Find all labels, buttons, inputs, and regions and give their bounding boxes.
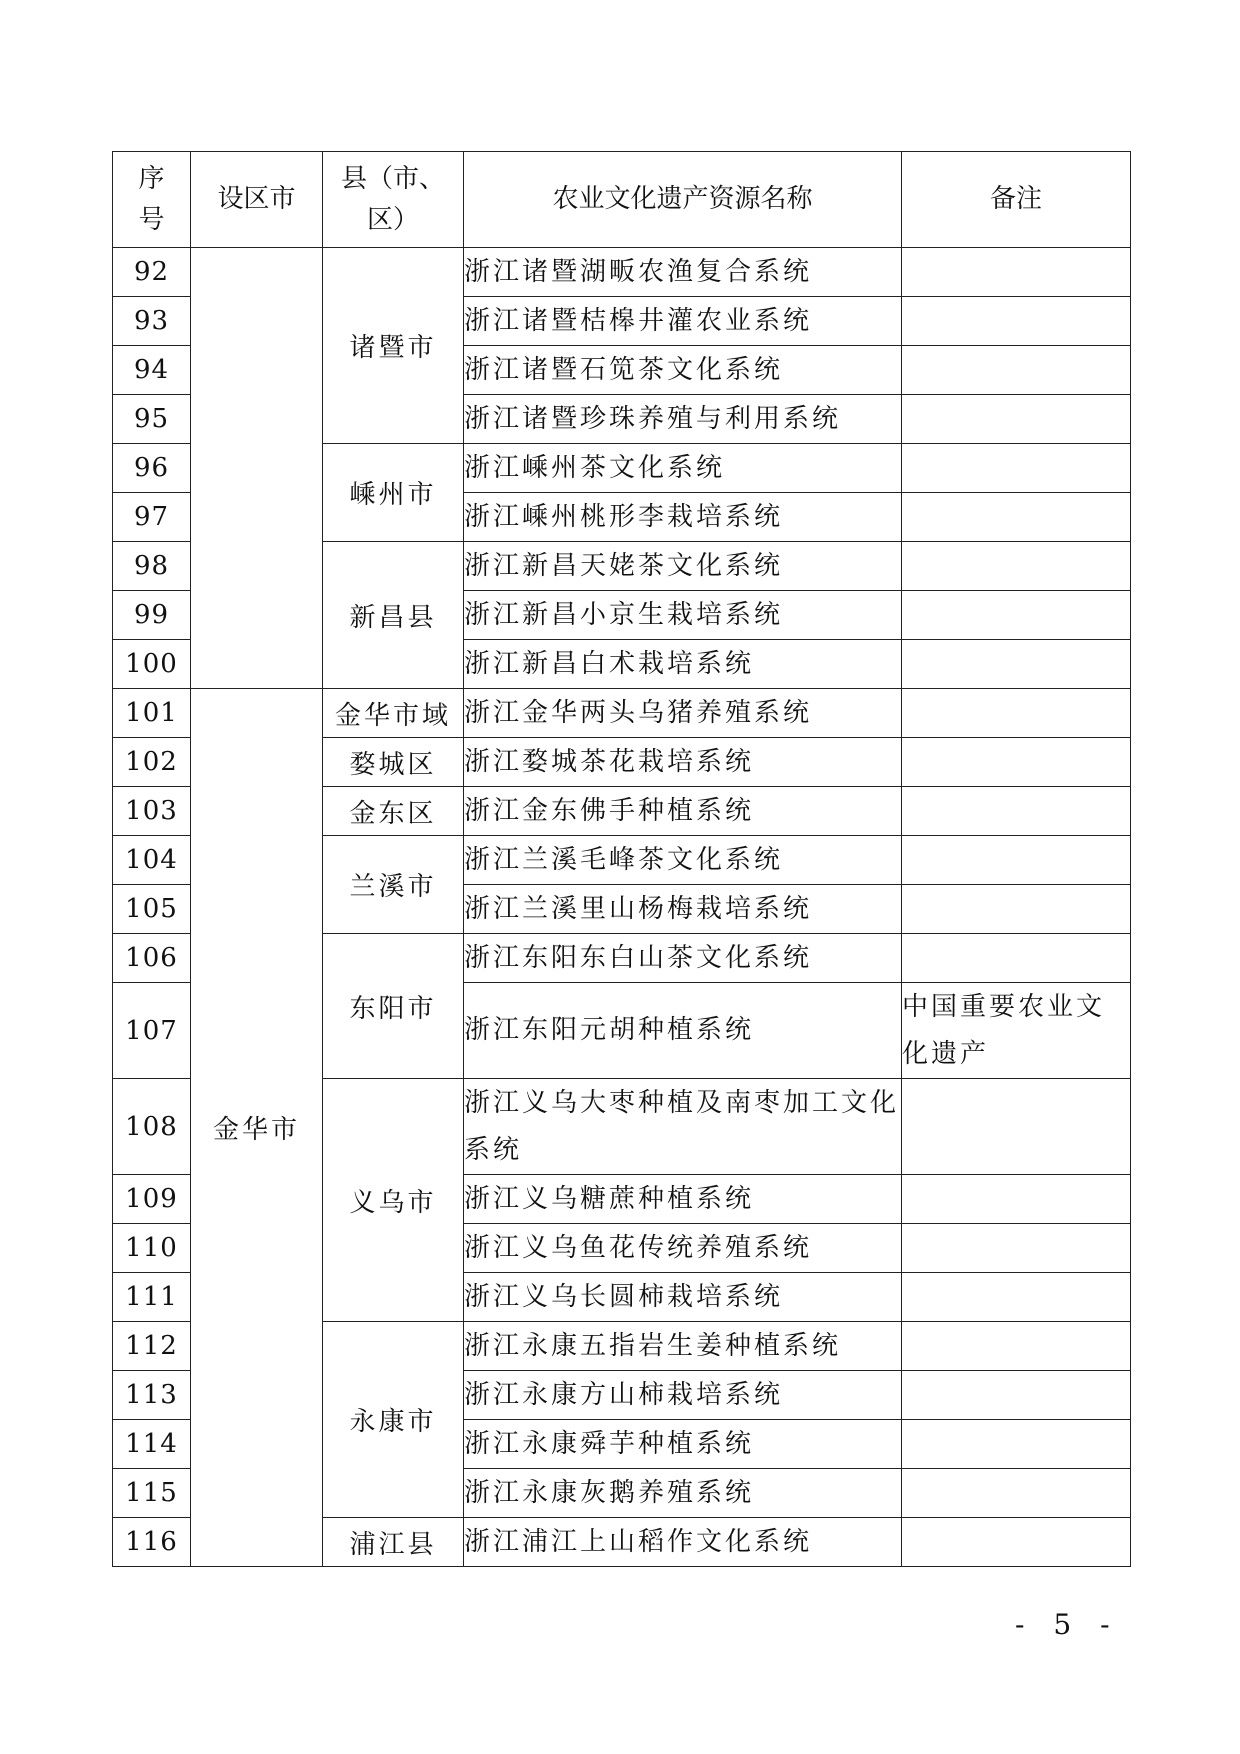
name-cell: 浙江义乌大枣种植及南枣加工文化系统 [464,1079,902,1175]
note-cell [902,1273,1131,1322]
seq-cell: 98 [113,542,191,591]
header-seq: 序号 [113,152,191,248]
note-cell [902,1518,1131,1567]
page-number: - 5 - [1015,1608,1120,1641]
county-cell: 东阳市 [323,934,464,1079]
note-cell [902,640,1131,689]
seq-cell: 105 [113,885,191,934]
seq-cell: 93 [113,297,191,346]
seq-cell: 92 [113,248,191,297]
county-cell: 义乌市 [323,1079,464,1322]
name-cell: 浙江永康方山柿栽培系统 [464,1371,902,1420]
name-cell: 浙江诸暨桔槔井灌农业系统 [464,297,902,346]
name-cell: 浙江永康灰鹅养殖系统 [464,1469,902,1518]
seq-cell: 114 [113,1420,191,1469]
name-cell: 浙江东阳元胡种植系统 [464,983,902,1079]
seq-cell: 102 [113,738,191,787]
county-cell: 诸暨市 [323,248,464,444]
seq-cell: 109 [113,1175,191,1224]
name-cell: 浙江义乌长圆柿栽培系统 [464,1273,902,1322]
name-cell: 浙江新昌小京生栽培系统 [464,591,902,640]
seq-cell: 95 [113,395,191,444]
note-cell [902,689,1131,738]
name-cell: 浙江永康五指岩生姜种植系统 [464,1322,902,1371]
header-note: 备注 [902,152,1131,248]
name-cell: 浙江兰溪毛峰茶文化系统 [464,836,902,885]
county-cell: 永康市 [323,1322,464,1518]
name-cell: 浙江诸暨湖畈农渔复合系统 [464,248,902,297]
county-cell: 婺城区 [323,738,464,787]
county-cell: 金华市域 [323,689,464,738]
name-cell: 浙江新昌白术栽培系统 [464,640,902,689]
note-cell [902,934,1131,983]
name-cell: 浙江浦江上山稻作文化系统 [464,1518,902,1567]
note-cell [902,1371,1131,1420]
county-cell: 浦江县 [323,1518,464,1567]
name-cell: 浙江永康舜芋种植系统 [464,1420,902,1469]
seq-cell: 110 [113,1224,191,1273]
seq-cell: 108 [113,1079,191,1175]
note-cell [902,297,1131,346]
table-row [113,248,1131,297]
note-cell [902,1224,1131,1273]
note-cell [902,1420,1131,1469]
note-cell [902,542,1131,591]
seq-cell: 106 [113,934,191,983]
city-cell [191,248,323,689]
name-cell: 浙江义乌鱼花传统养殖系统 [464,1224,902,1273]
seq-cell: 103 [113,787,191,836]
heritage-table [112,151,1131,1567]
seq-cell: 107 [113,983,191,1079]
name-cell: 浙江婺城茶花栽培系统 [464,738,902,787]
name-cell: 浙江金华两头乌猪养殖系统 [464,689,902,738]
note-cell [902,444,1131,493]
seq-cell: 113 [113,1371,191,1420]
note-cell [902,787,1131,836]
county-cell: 金东区 [323,787,464,836]
note-cell [902,346,1131,395]
seq-cell: 104 [113,836,191,885]
note-cell [902,836,1131,885]
seq-cell: 112 [113,1322,191,1371]
note-cell: 中国重要农业文化遗产 [902,983,1131,1079]
name-cell: 浙江嵊州桃形李栽培系统 [464,493,902,542]
note-cell [902,1079,1131,1175]
seq-cell: 101 [113,689,191,738]
seq-cell: 96 [113,444,191,493]
note-cell [902,1469,1131,1518]
note-cell [902,493,1131,542]
name-cell: 浙江义乌糖蔗种植系统 [464,1175,902,1224]
county-cell: 嵊州市 [323,444,464,542]
name-cell: 浙江金东佛手种植系统 [464,787,902,836]
header-name: 农业文化遗产资源名称 [464,152,902,248]
header-county: 县（市、区） [323,152,464,248]
seq-cell: 97 [113,493,191,542]
name-cell: 浙江新昌天姥茶文化系统 [464,542,902,591]
seq-cell: 116 [113,1518,191,1567]
note-cell [902,885,1131,934]
note-cell [902,395,1131,444]
city-cell: 金华市 [191,689,323,1567]
header-city: 设区市 [191,152,323,248]
note-cell [902,248,1131,297]
table-header-row [113,152,1131,248]
county-cell: 兰溪市 [323,836,464,934]
name-cell: 浙江诸暨珍珠养殖与利用系统 [464,395,902,444]
name-cell: 浙江兰溪里山杨梅栽培系统 [464,885,902,934]
seq-cell: 94 [113,346,191,395]
seq-cell: 111 [113,1273,191,1322]
seq-cell: 115 [113,1469,191,1518]
county-cell: 新昌县 [323,542,464,689]
note-cell [902,1322,1131,1371]
table-row [113,689,1131,738]
seq-cell: 100 [113,640,191,689]
note-cell [902,1175,1131,1224]
note-cell [902,738,1131,787]
seq-cell: 99 [113,591,191,640]
name-cell: 浙江东阳东白山茶文化系统 [464,934,902,983]
name-cell: 浙江诸暨石笕茶文化系统 [464,346,902,395]
note-cell [902,591,1131,640]
name-cell: 浙江嵊州茶文化系统 [464,444,902,493]
